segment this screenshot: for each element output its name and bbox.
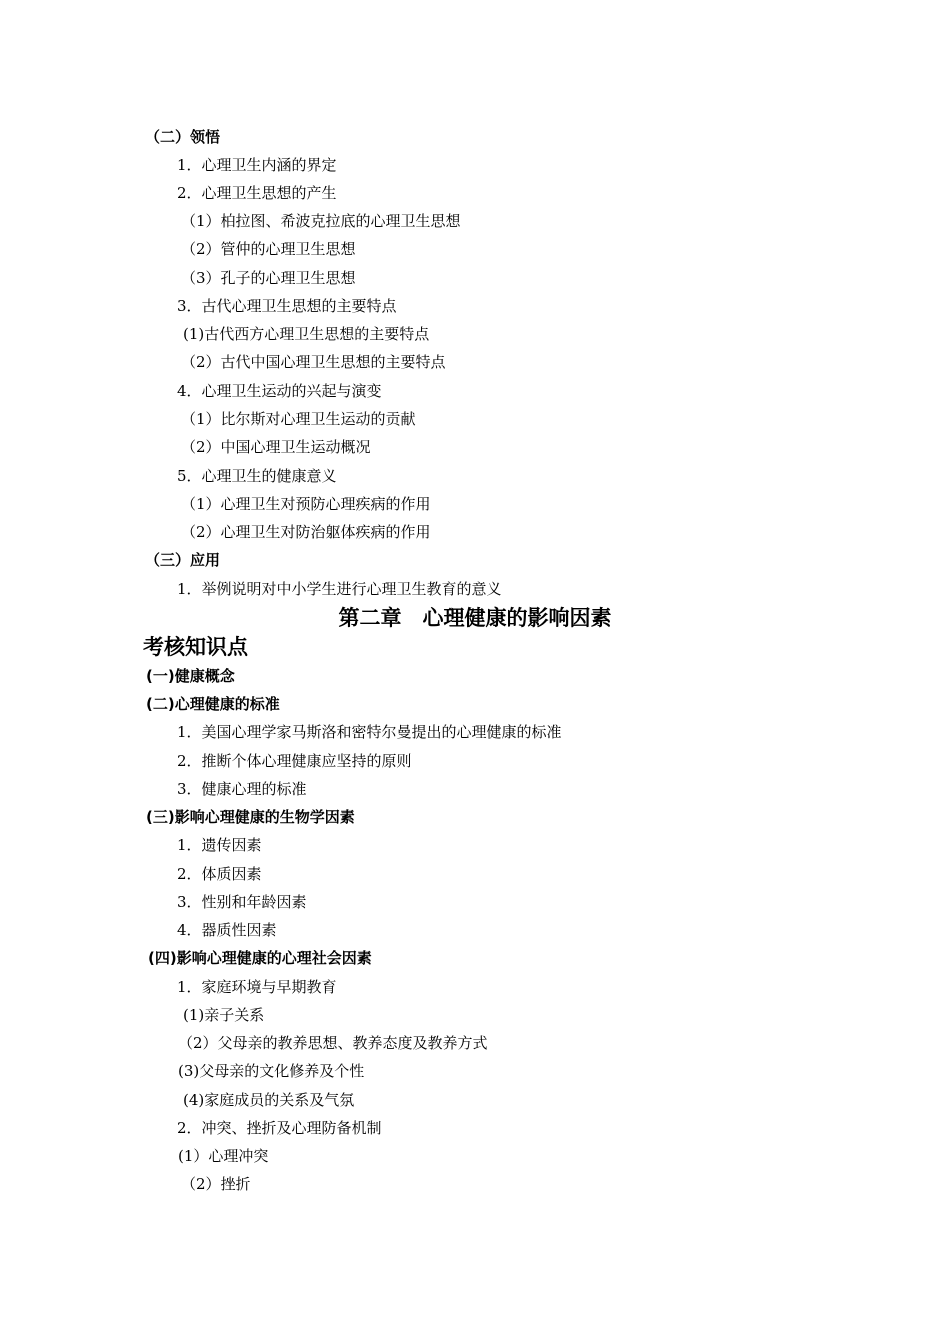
list-item: (3)父母亲的文化修养及个性 xyxy=(178,1062,365,1080)
list-item: （2）心理卫生对防治躯体疾病的作用 xyxy=(181,523,431,541)
list-item: （1）柏拉图、希波克拉底的心理卫生思想 xyxy=(181,212,461,230)
list-item: 4．器质性因素 xyxy=(177,921,277,939)
list-item: （2）古代中国心理卫生思想的主要特点 xyxy=(181,353,446,371)
list-item: （3）孔子的心理卫生思想 xyxy=(181,269,356,287)
list-item: 1．遗传因素 xyxy=(177,836,262,854)
list-item: （1）比尔斯对心理卫生运动的贡献 xyxy=(181,410,416,428)
list-item: 5．心理卫生的健康意义 xyxy=(177,467,337,485)
list-item: 2．推断个体心理健康应坚持的原则 xyxy=(177,752,412,770)
heading-psychosocial-factors: (四)影响心理健康的心理社会因素 xyxy=(148,949,372,967)
list-item: 1．美国心理学家马斯洛和密特尔曼提出的心理健康的标准 xyxy=(177,723,562,741)
list-item: （1）心理卫生对预防心理疾病的作用 xyxy=(181,495,431,513)
list-item: 3．古代心理卫生思想的主要特点 xyxy=(177,297,397,315)
list-item: 1．举例说明对中小学生进行心理卫生教育的意义 xyxy=(177,580,502,598)
heading-apply: （三）应用 xyxy=(145,551,221,569)
list-item: (1)亲子关系 xyxy=(183,1006,265,1024)
list-item: （2）中国心理卫生运动概况 xyxy=(181,438,371,456)
list-item: （2）父母亲的教养思想、教养态度及教养方式 xyxy=(178,1034,488,1052)
chapter-title: 第二章 心理健康的影响因素 xyxy=(338,606,612,630)
list-item: 1．家庭环境与早期教育 xyxy=(177,978,337,996)
list-item: (4)家庭成员的关系及气氛 xyxy=(183,1091,355,1109)
list-item: 4．心理卫生运动的兴起与演变 xyxy=(177,382,382,400)
list-item: （2）挫折 xyxy=(181,1175,251,1193)
section-title: 考核知识点 xyxy=(143,635,248,659)
heading-comprehend: （二）领悟 xyxy=(145,128,221,146)
list-item: 1．心理卫生内涵的界定 xyxy=(177,156,337,174)
list-item: 2．心理卫生思想的产生 xyxy=(177,184,337,202)
list-item: (1）心理冲突 xyxy=(178,1147,269,1165)
list-item: (1)古代西方心理卫生思想的主要特点 xyxy=(183,325,430,343)
heading-health-concept: (一)健康概念 xyxy=(146,667,235,685)
list-item: （2）管仲的心理卫生思想 xyxy=(181,240,356,258)
list-item: 3．性别和年龄因素 xyxy=(177,893,307,911)
list-item: 2．冲突、挫折及心理防备机制 xyxy=(177,1119,382,1137)
heading-biological-factors: (三)影响心理健康的生物学因素 xyxy=(146,808,355,826)
list-item: 3．健康心理的标准 xyxy=(177,780,307,798)
heading-mental-health-standards: (二)心理健康的标准 xyxy=(146,695,280,713)
list-item: 2．体质因素 xyxy=(177,865,262,883)
